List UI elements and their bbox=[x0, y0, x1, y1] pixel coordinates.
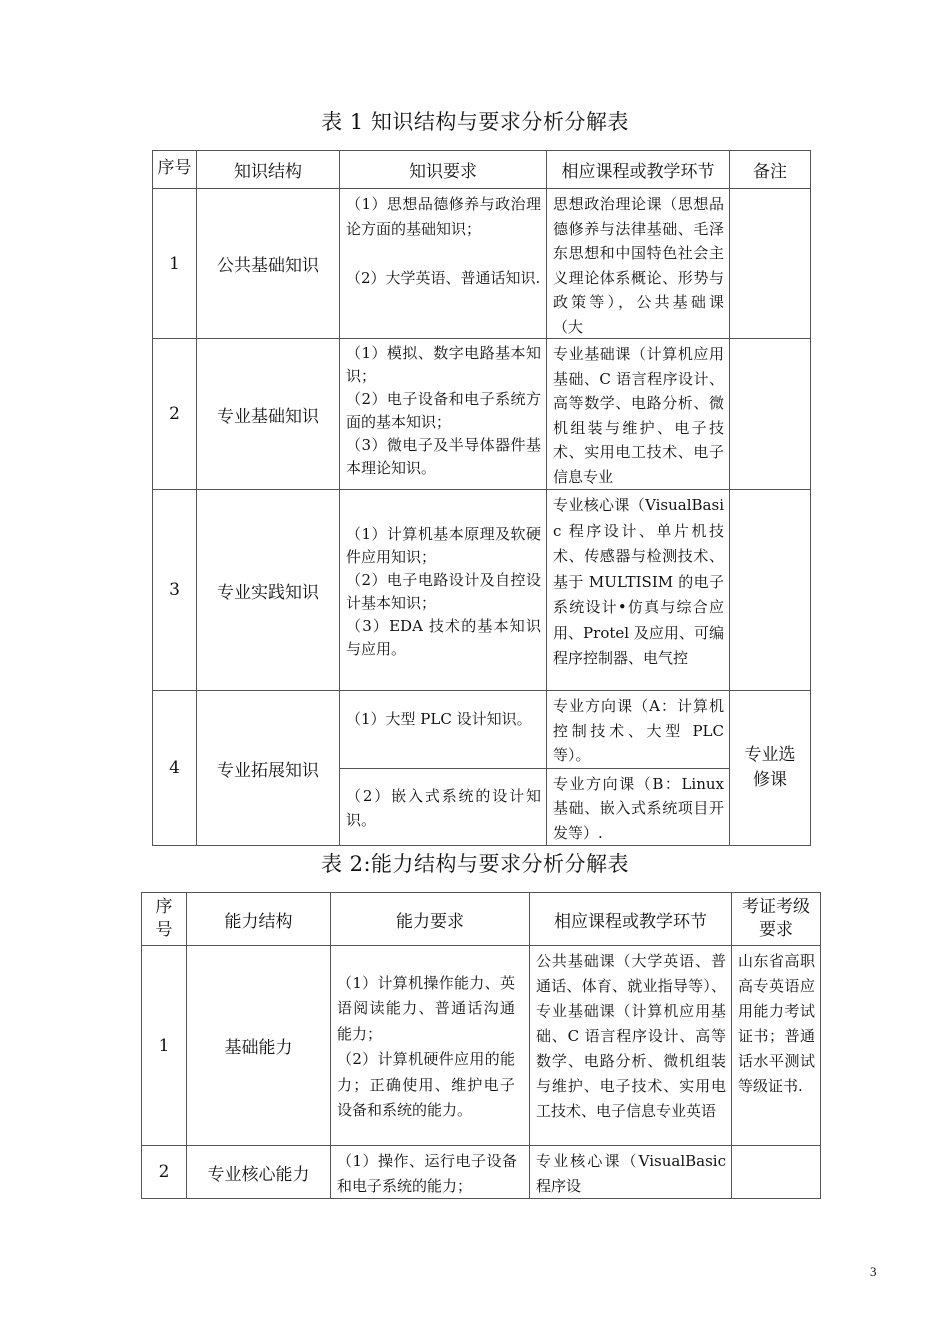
row-cert bbox=[732, 1146, 821, 1199]
row-number: 1 bbox=[142, 946, 187, 1146]
row-number: 1 bbox=[153, 189, 197, 339]
row-requirements: （1）操作、运行电子设备和电子系统的能力； bbox=[331, 1146, 530, 1199]
row-note bbox=[730, 339, 811, 490]
row-structure: 专业实践知识 bbox=[197, 490, 340, 691]
row-courses: 专业基础课（计算机应用基础、C 语言程序设计、高等数学、电路分析、微机组装与维护、电子技术、实用电工技术、电子信息专业 bbox=[547, 339, 730, 490]
table2-title: 表 2:能力结构与要求分析分解表 bbox=[320, 852, 630, 876]
row-courses: 专业方向课（B：Linux 基础、嵌入式系统项目开发等）. bbox=[547, 768, 730, 846]
row-number: 2 bbox=[142, 1146, 187, 1199]
table1-title: 表 1 知识结构与要求分析分解表 bbox=[321, 110, 629, 134]
table-row bbox=[153, 691, 811, 769]
row-requirements: （1）模拟、数字电路基本知识； （2）电子设备和电子系统方面的基本知识； （3）微电子及半导体器件基本理论知识。 bbox=[340, 339, 547, 490]
header-requirements: 知识要求 bbox=[340, 151, 547, 189]
row-note bbox=[730, 490, 811, 691]
row-number: 2 bbox=[153, 339, 197, 490]
ability-structure-table bbox=[141, 892, 821, 1199]
row-note bbox=[730, 189, 811, 339]
row-requirements: （2）嵌入式系统的设计知识。 bbox=[340, 768, 547, 846]
header-seq: 序号 bbox=[142, 893, 187, 946]
table-row bbox=[142, 946, 821, 1146]
row-courses: 专业核心课（VisualBasic 程序设 bbox=[530, 1146, 732, 1199]
row-note: 专业选修课 bbox=[730, 691, 811, 846]
row-requirements: （1）思想品德修养与政治理论方面的基础知识； （2）大学英语、普通话知识. bbox=[340, 189, 547, 339]
row-requirements: （1）计算机基本原理及软硬件应用知识； （2）电子电路设计及自控设计基本知识； （3）EDA 技术的基本知识与应用。 bbox=[340, 490, 547, 691]
header-note: 备注 bbox=[730, 151, 811, 189]
row-number: 3 bbox=[153, 490, 197, 691]
row-structure: 公共基础知识 bbox=[197, 189, 340, 339]
row-number: 4 bbox=[153, 691, 197, 846]
header-requirements: 能力要求 bbox=[331, 893, 530, 946]
header-structure: 能力结构 bbox=[187, 893, 331, 946]
row-structure: 专业拓展知识 bbox=[197, 691, 340, 846]
table-row bbox=[142, 1146, 821, 1199]
header-cert: 考证考级要求 bbox=[732, 893, 821, 946]
row-structure: 专业基础知识 bbox=[197, 339, 340, 490]
header-courses: 相应课程或教学环节 bbox=[547, 151, 730, 189]
header-courses: 相应课程或教学环节 bbox=[530, 893, 732, 946]
row-courses: 专业核心课（VisualBasic 程序设计、单片机技术、传感器与检测技术、基于 MULTISIM 的电子系统设计•仿真与综合应用、Protel 及应用、可编程序控制器、电气控 bbox=[547, 490, 730, 691]
row-structure: 专业核心能力 bbox=[187, 1146, 331, 1199]
table-header-row bbox=[142, 893, 821, 946]
row-requirements: （1）大型 PLC 设计知识。 bbox=[340, 691, 547, 769]
header-structure: 知识结构 bbox=[197, 151, 340, 189]
row-courses: 公共基础课（大学英语、普通话、体育、就业指导等）、专业基础课（计算机应用基础、C 语言程序设计、高等数学、电路分析、微机组装与维护、电子技术、实用电工技术、电子信息专业英语 bbox=[530, 946, 732, 1146]
knowledge-structure-table bbox=[152, 150, 811, 846]
table-header-row bbox=[153, 151, 811, 189]
table-row bbox=[153, 490, 811, 691]
row-requirements: （1）计算机操作能力、英语阅读能力、普通话沟通能力； （2）计算机硬件应用的能力；正确使用、维护电子设备和系统的能力。 bbox=[331, 946, 530, 1146]
row-structure: 基础能力 bbox=[187, 946, 331, 1146]
row-cert: 山东省高职高专英语应用能力考试证书；普通话水平测试等级证书. bbox=[732, 946, 821, 1146]
row-courses: 专业方向课（A：计算机控制技术、大型 PLC 等）。 bbox=[547, 691, 730, 769]
page-number: 3 bbox=[870, 1264, 877, 1279]
table-row bbox=[153, 189, 811, 339]
table-row bbox=[153, 339, 811, 490]
row-courses: 思想政治理论课（思想品德修养与法律基础、毛泽东思想和中国特色社会主义理论体系概论、形势与政策等），公共基础课（大 bbox=[547, 189, 730, 339]
header-seq: 序号 bbox=[153, 151, 197, 189]
